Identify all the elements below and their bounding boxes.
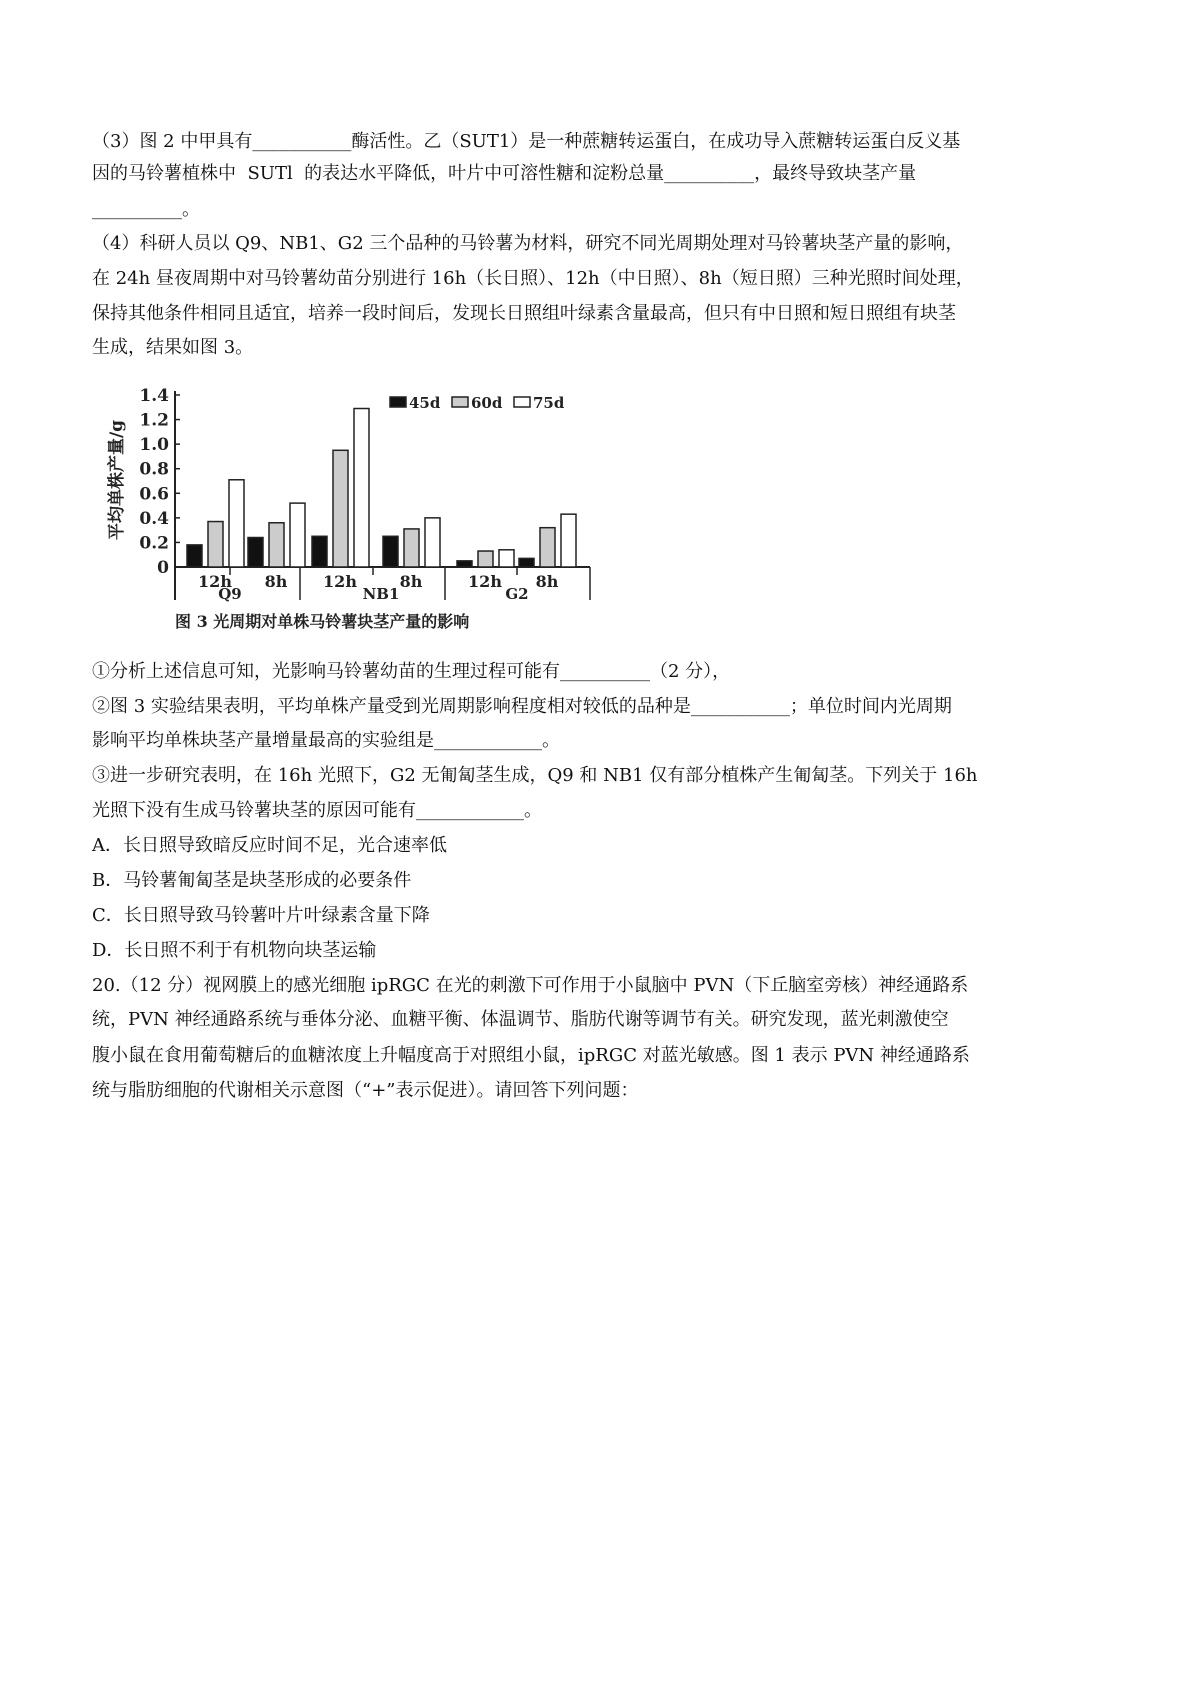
text-line: A．长日照导致暗反应时间不足，光合速率低 [92,835,447,856]
figure-caption: 图 3 光周期对单株马铃薯块茎产量的影响 [175,612,470,631]
text-line: ③进一步研究表明，在 16h 光照下，G2 无匍匐茎生成，Q9 和 NB1 仅有部分植株产生匍匐茎。下列关于 16h [92,765,978,786]
legend-swatch-75d [514,397,530,407]
bar-60d-12h [478,551,493,567]
text-line: 保持其他条件相同且适宜，培养一段时间后，发现长日照组叶绿素含量最高，但只有中日照和短日照组有块茎 [92,303,956,324]
text-line: 在 24h 昼夜周期中对马铃薯幼苗分别进行 16h（长日照）、12h（中日照）、8h（短日照）三种光照时间处理， [92,268,974,289]
bar-45d-12h [312,536,327,567]
bar-60d-8h [269,523,284,567]
x-category-label: 8h [399,572,423,591]
y-tick-label: 0.8 [139,459,169,480]
bar-60d-8h [404,529,419,567]
y-tick-label: 0 [157,558,169,578]
x-category-label: 12h [198,572,232,591]
bar-45d-12h [187,545,202,567]
y-tick-label: 0.6 [139,484,169,505]
text-line: （4）科研人员以 Q9、NB1、G2 三个品种的马铃薯为材料，研究不同光周期处理对马铃薯块茎产量的影响， [92,233,964,254]
bar-45d-8h [248,538,263,567]
figure-3-bar-chart [100,385,600,635]
bar-75d-8h [290,503,305,567]
text-line: D．长日照不利于有机物向块茎运输 [92,940,377,961]
text-line: 生成，结果如图 3。 [92,337,254,358]
y-tick-label: 1.4 [139,386,169,406]
text-line: ①分析上述信息可知，光影响马铃薯幼苗的生理过程可能有__________（2 分）， [92,661,731,682]
legend-label: 75d [533,394,565,412]
text-line: 光照下没有生成马铃薯块茎的原因可能有____________。 [92,800,542,821]
text-line: ②图 3 实验结果表明，平均单株产量受到光周期影响程度相对较低的品种是___________；单位时间内光周期 [92,696,952,717]
y-tick-label: 1.2 [139,410,169,431]
bar-75d-8h [561,514,576,567]
bar-60d-12h [208,522,223,567]
bar-60d-8h [540,528,555,567]
x-category-label: 12h [323,572,357,591]
text-line: 20.（12 分）视网膜上的感光细胞 ipRGC 在光的刺激下可作用于小鼠脑中 PVN（下丘脑室旁核）神经通路系 [92,975,969,996]
text-line: 腹小鼠在食用葡萄糖后的血糖浓度上升幅度高于对照组小鼠，ipRGC 对蓝光敏感。图 1 表示 PVN 神经通路系 [92,1045,970,1066]
legend-label: 45d [409,394,441,412]
text-line: 统与脂肪细胞的代谢相关示意图（“+”表示促进）。请回答下列问题： [92,1080,639,1101]
text-line: 影响平均单株块茎产量增量最高的实验组是____________。 [92,730,560,751]
x-category-label: 8h [535,572,559,591]
bar-45d-8h [519,558,534,567]
text-line: B．马铃薯匍匐茎是块茎形成的必要条件 [92,870,412,891]
legend-label: 60d [471,394,503,412]
bar-75d-12h [499,550,514,567]
bar-60d-12h [333,450,348,567]
bar-45d-8h [383,536,398,567]
group-label: G2 [505,585,529,603]
text-line: C．长日照导致马铃薯叶片叶绿素含量下降 [92,905,430,926]
bar-75d-8h [425,518,440,567]
text-line: __________。 [92,199,200,220]
bar-75d-12h [354,409,369,567]
text-line: 统，PVN 神经通路系统与垂体分泌、血糖平衡、体温调节、脂肪代谢等调节有关。研究发现，蓝光刺激使空 [92,1009,949,1030]
legend-swatch-60d [452,397,468,407]
y-tick-label: 0.2 [139,533,169,554]
text-line: （3）图 2 中甲具有___________酶活性。乙（SUT1）是一种蔗糖转运蛋白，在成功导入蔗糖转运蛋白反义基 [92,131,961,152]
bar-75d-12h [229,480,244,567]
y-axis-label: 平均单株产量/g [107,419,127,541]
y-tick-label: 0.4 [139,508,169,529]
bar-45d-12h [457,561,472,567]
group-label: NB1 [362,585,400,603]
x-category-label: 12h [468,572,502,591]
y-tick-label: 1.0 [139,435,169,456]
x-category-label: 8h [264,572,288,591]
group-label: Q9 [218,585,242,603]
text-line: 因的马铃薯植株中 SUTl 的表达水平降低，叶片中可溶性糖和淀粉总量__________，最终导致块茎产量 [92,163,917,184]
legend-swatch-45d [390,397,406,407]
